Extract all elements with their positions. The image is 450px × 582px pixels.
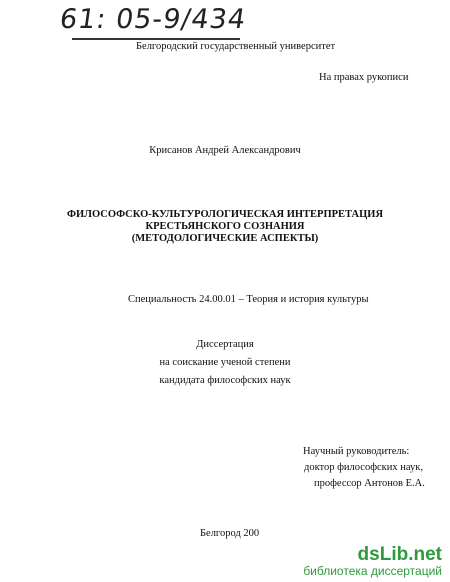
- author-name: Крисанов Андрей Александрович: [149, 145, 301, 156]
- handwritten-archive-code: 61: 05-9/434: [57, 4, 249, 35]
- watermark-logo: dsLib.net: [357, 544, 442, 565]
- dissertation-line-2: на соискание ученой степени: [159, 357, 291, 368]
- rights-note: На правах рукописи: [319, 72, 409, 83]
- watermark-subtitle: библиотека диссертаций: [303, 564, 442, 578]
- watermark: [303, 545, 442, 578]
- university-name: Белгородский государственный университет: [136, 41, 336, 52]
- title-line-1: ФИЛОСОФСКО-КУЛЬТУРОЛОГИЧЕСКАЯ ИНТЕРПРЕТАЦИЯ: [66, 209, 384, 220]
- city-year: Белгород 200: [200, 528, 260, 539]
- advisor-line-2: доктор философских наук,: [304, 462, 423, 473]
- specialty-line: Специальность 24.00.01 – Теория и история культуры: [128, 294, 369, 305]
- handwritten-underline: [72, 38, 240, 40]
- advisor-line-3: профессор Антонов Е.А.: [314, 478, 425, 489]
- title-line-2: КРЕСТЬЯНСКОГО СОЗНАНИЯ: [145, 221, 305, 232]
- title-line-3: (МЕТОДОЛОГИЧЕСКИЕ АСПЕКТЫ): [131, 233, 319, 244]
- advisor-line-1: Научный руководитель:: [303, 446, 410, 457]
- dissertation-line-1: Диссертация: [196, 339, 254, 350]
- dissertation-line-3: кандидата философских наук: [159, 375, 291, 386]
